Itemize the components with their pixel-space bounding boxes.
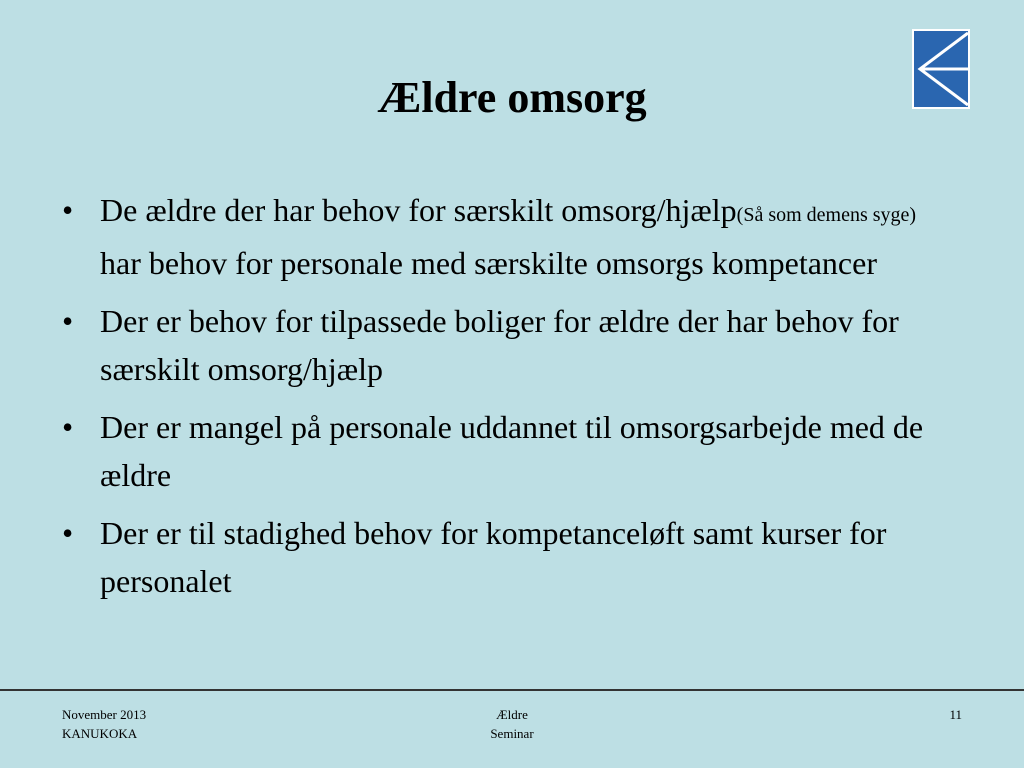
bullet-marker: • [62,409,74,445]
bullet-marker: • [62,192,74,228]
footer-left [62,705,146,743]
bullet-list [62,186,962,615]
bullet-text: Der er til stadighed behov for kompetanceløft samt kurser for personalet [100,515,887,599]
footer-date: November 2013 [62,707,147,722]
footer-center [462,705,562,743]
footer-event: Seminar [490,726,534,741]
slide-title: Ældre omsorg [377,73,647,122]
bullet-text: De ældre der har behov for særskilt omsorg/hjælp [100,192,737,228]
footer-divider [0,689,1024,691]
bullet-item [62,509,962,605]
bullet-marker: • [62,515,74,551]
bullet-item [62,403,962,499]
bullet-text: Der er behov for tilpassede boliger for ældre der har behov for særskilt omsorg/hjælp [100,303,899,387]
bullet-item [62,297,962,393]
bullet-text: Der er mangel på personale uddannet til omsorgsarbejde med de ældre [100,409,924,493]
bullet-marker: • [62,303,74,339]
page-number: 11 [949,707,962,722]
bullet-note: (Så som demens syge) [736,204,917,226]
footer-topic: Ældre [496,707,528,722]
bullet-item [62,186,962,287]
footer-org: KANUKOKA [62,726,138,741]
bullet-text-continued: har behov for personale med særskilte omsorgs kompetancer [100,245,877,281]
